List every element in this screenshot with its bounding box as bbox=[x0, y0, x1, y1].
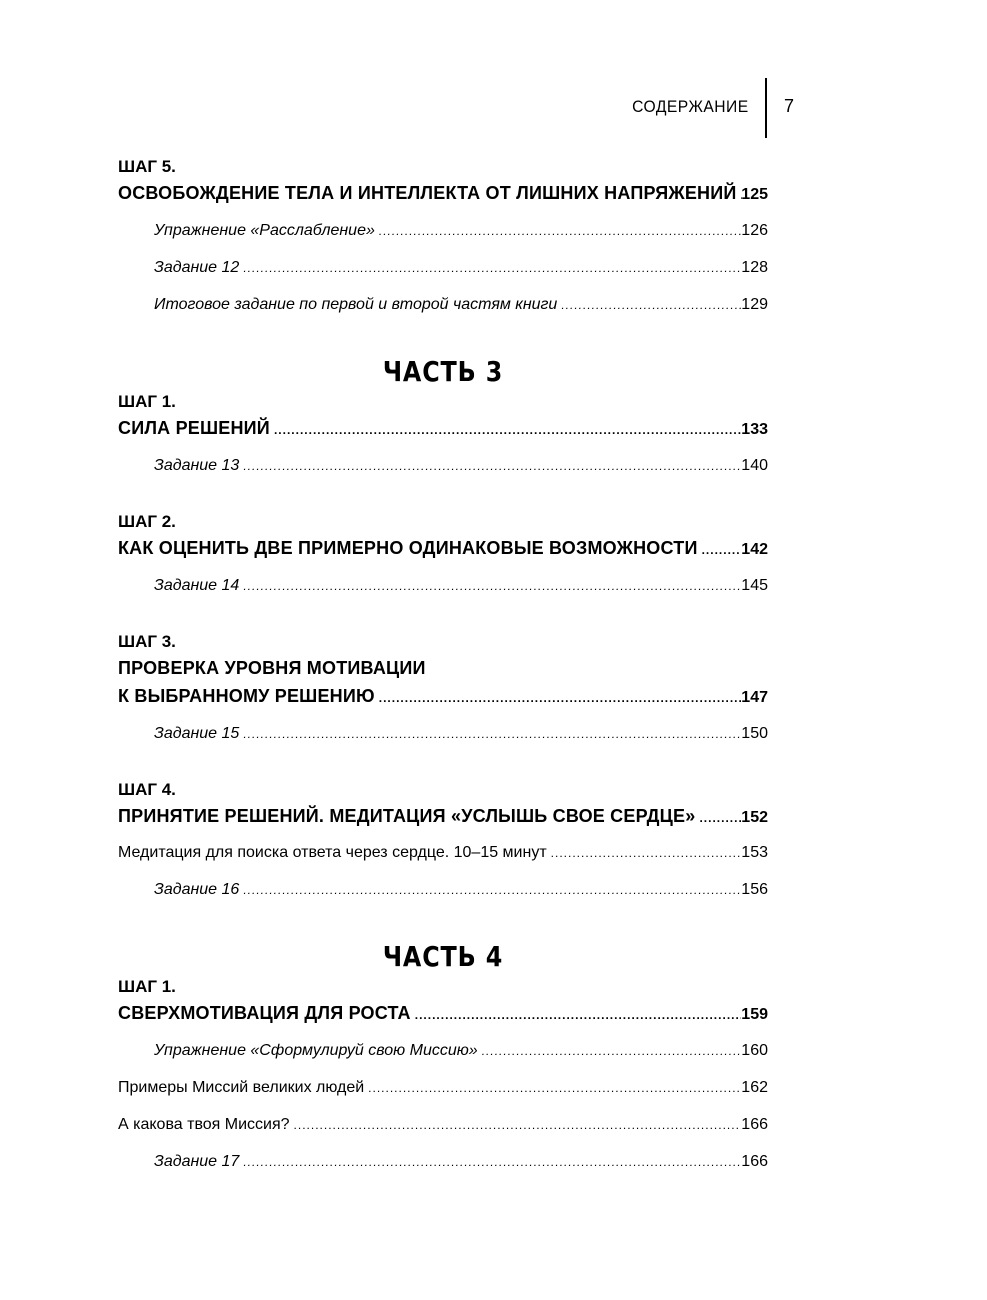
entry-page: 166 bbox=[741, 1116, 768, 1133]
dot-leader bbox=[699, 804, 741, 832]
entry-title: Медитация для поиска ответа через сердце. 10–15 минут bbox=[118, 844, 547, 861]
entry-title: Задание 17 bbox=[154, 1153, 240, 1170]
toc-entry-plain[interactable] bbox=[118, 834, 768, 871]
entry-title: К ВЫБРАННОМУ РЕШЕНИЮ bbox=[118, 686, 375, 706]
toc-entry-plain[interactable] bbox=[118, 1106, 768, 1143]
entry-title: Задание 15 bbox=[154, 725, 240, 742]
dot-leader bbox=[415, 1001, 742, 1029]
entry-page: 147 bbox=[741, 689, 768, 706]
header-divider bbox=[765, 78, 767, 138]
entry-page: 142 bbox=[741, 541, 768, 558]
entry-page: 126 bbox=[741, 222, 768, 239]
dot-leader bbox=[274, 416, 741, 444]
dot-leader bbox=[243, 716, 741, 753]
entry-page: 150 bbox=[741, 725, 768, 742]
table-of-contents bbox=[118, 157, 768, 1180]
entry-page: 159 bbox=[741, 1006, 768, 1023]
dot-leader bbox=[379, 684, 742, 712]
toc-entry-sub[interactable] bbox=[118, 212, 768, 249]
dot-leader bbox=[294, 1107, 742, 1144]
toc-entry-step[interactable] bbox=[118, 414, 768, 442]
step-label: ШАГ 1. bbox=[118, 977, 176, 996]
toc-entry-step[interactable] bbox=[118, 802, 768, 830]
entry-title: А какова твоя Миссия? bbox=[118, 1116, 290, 1133]
toc-entry-step[interactable] bbox=[118, 534, 768, 562]
entry-page: 166 bbox=[741, 1153, 768, 1170]
entry-page: 153 bbox=[741, 844, 768, 861]
entry-title: Итоговое задание по первой и второй частям книги bbox=[154, 296, 558, 313]
entry-title: Упражнение «Сформулируй свою Миссию» bbox=[154, 1042, 478, 1059]
entry-page: 129 bbox=[741, 296, 768, 313]
entry-page: 152 bbox=[741, 809, 768, 826]
step-label: ШАГ 2. bbox=[118, 512, 176, 531]
dot-leader bbox=[243, 250, 741, 287]
entry-page: 125 bbox=[741, 186, 768, 203]
entry-page: 140 bbox=[741, 457, 768, 474]
running-header bbox=[0, 90, 987, 140]
entry-title: СВЕРХМОТИВАЦИЯ ДЛЯ РОСТА bbox=[118, 1003, 411, 1023]
dot-leader bbox=[368, 1070, 741, 1107]
dot-leader bbox=[702, 536, 742, 564]
toc-entry-plain[interactable] bbox=[118, 1069, 768, 1106]
step-label: ШАГ 4. bbox=[118, 780, 176, 799]
dot-leader bbox=[561, 287, 741, 324]
entry-title: ПРИНЯТИЕ РЕШЕНИЙ. МЕДИТАЦИЯ «УСЛЫШЬ СВОЕ СЕРДЦЕ» bbox=[118, 806, 696, 826]
entry-page: 156 bbox=[741, 881, 768, 898]
entry-title: КАК ОЦЕНИТЬ ДВЕ ПРИМЕРНО ОДИНАКОВЫЕ ВОЗМОЖНОСТИ bbox=[118, 538, 698, 558]
entry-page: 133 bbox=[741, 421, 768, 438]
dot-leader bbox=[243, 1144, 741, 1181]
entry-title: СИЛА РЕШЕНИЙ bbox=[118, 418, 270, 438]
part-heading: ЧАСТЬ 3 bbox=[382, 355, 504, 388]
dot-leader bbox=[379, 213, 741, 250]
entry-title: Задание 12 bbox=[154, 259, 240, 276]
dot-leader bbox=[482, 1033, 742, 1070]
part-heading: ЧАСТЬ 4 bbox=[382, 940, 504, 973]
entry-page: 162 bbox=[741, 1079, 768, 1096]
entry-page: 145 bbox=[741, 577, 768, 594]
entry-title: Примеры Миссий великих людей bbox=[118, 1079, 365, 1096]
toc-entry-sub[interactable] bbox=[118, 715, 768, 752]
page-number: 7 bbox=[784, 96, 795, 116]
dot-leader bbox=[551, 835, 742, 872]
toc-entry-step[interactable] bbox=[118, 999, 768, 1027]
dot-leader bbox=[243, 568, 741, 605]
entry-title: Задание 13 bbox=[154, 457, 240, 474]
entry-title: Задание 16 bbox=[154, 881, 240, 898]
toc-entry-sub[interactable] bbox=[118, 249, 768, 286]
toc-entry-step[interactable] bbox=[118, 682, 768, 710]
step-label: ШАГ 1. bbox=[118, 392, 176, 411]
entry-title: Упражнение «Расслабление» bbox=[154, 222, 375, 239]
toc-entry-sub[interactable] bbox=[118, 447, 768, 484]
header-title: СОДЕРЖАНИЕ bbox=[632, 97, 749, 116]
toc-entry-sub[interactable] bbox=[118, 567, 768, 604]
toc-entry-sub[interactable] bbox=[118, 286, 768, 323]
dot-leader bbox=[243, 872, 741, 909]
entry-title-line[interactable]: ПРОВЕРКА УРОВНЯ МОТИВАЦИИ bbox=[118, 658, 426, 678]
step-label: ШАГ 5. bbox=[118, 157, 176, 176]
toc-entry-sub[interactable] bbox=[118, 1143, 768, 1180]
entry-title: Задание 14 bbox=[154, 577, 240, 594]
dot-leader bbox=[243, 448, 741, 485]
entry-page: 128 bbox=[741, 259, 768, 276]
toc-entry-step[interactable] bbox=[118, 179, 768, 207]
entry-title: ОСВОБОЖДЕНИЕ ТЕЛА И ИНТЕЛЛЕКТА ОТ ЛИШНИХ НАПРЯЖЕНИЙ bbox=[118, 183, 737, 203]
step-label: ШАГ 3. bbox=[118, 632, 176, 651]
toc-entry-sub[interactable] bbox=[118, 871, 768, 908]
toc-entry-sub[interactable] bbox=[118, 1032, 768, 1069]
entry-page: 160 bbox=[741, 1042, 768, 1059]
